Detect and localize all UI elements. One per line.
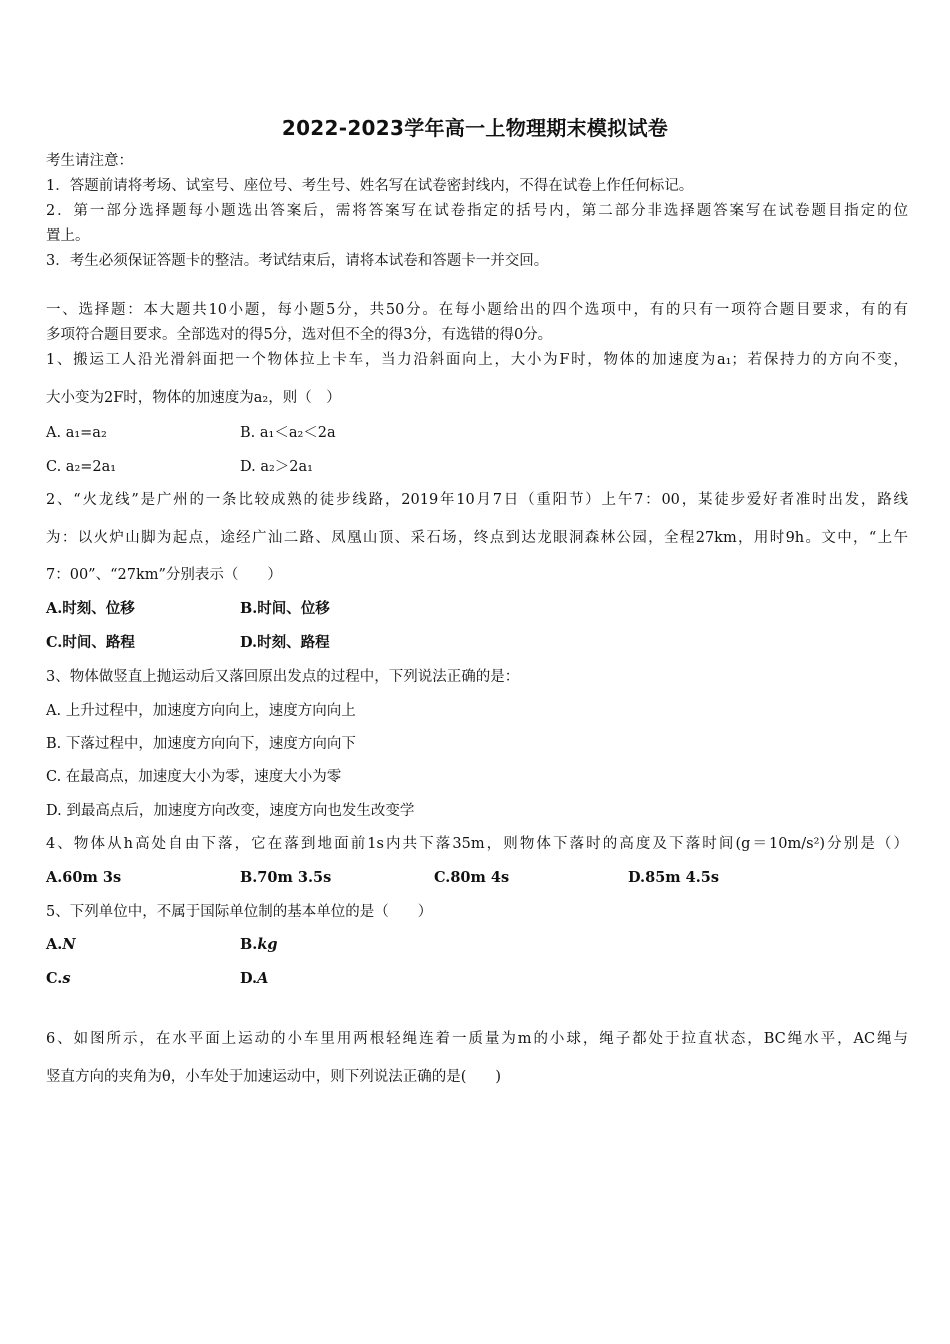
q3-option-b: B. 下落过程中，加速度方向向下，速度方向向下	[46, 736, 356, 752]
section-heading-line-2: 多项符合题目要求。全部选对的得5分，选对但不全的得3分，有选错的得0分。	[46, 327, 553, 343]
exam-title: 2022-2023学年高一上物理期末模拟试卷	[281, 116, 669, 140]
q1-stem-line-1: 1、搬运工人沿光滑斜面把一个物体拉上卡车，当力沿斜面向上，大小为F时，物体的加速度为a₁；若保持力的方向不变，	[46, 352, 908, 368]
q6-stem-line-1: 6、如图所示，在水平面上运动的小车里用两根轻绳连着一质量为m的小球，绳子都处于拉直状态，BC绳水平，AC绳与	[46, 1031, 908, 1047]
q4-option-a: A.60m 3s	[46, 869, 122, 886]
q5-option-c: C.s	[46, 970, 71, 987]
q5-option-a: A.N	[46, 936, 76, 953]
q3-option-a: A. 上升过程中，加速度方向向上，速度方向向上	[46, 703, 356, 719]
q1-stem-line-2: 大小变为2F时，物体的加速度为a₂，则（ ）	[46, 390, 341, 406]
q4-option-b: B.70m 3.5s	[240, 869, 332, 886]
q2-stem-line-2: 为：以火炉山脚为起点，途经广汕二路、凤凰山顶、采石场，终点到达龙眼洞森林公园，全程27km，用时9h。文中，“上午	[46, 530, 908, 546]
q1-option-c: C. a₂=2a₁	[46, 459, 117, 475]
notice-item-3: 3．考生必须保证答题卡的整洁。考试结束后，请将本试卷和答题卡一并交回。	[46, 253, 549, 269]
q4-option-d: D.85m 4.5s	[628, 869, 720, 886]
q4-option-c: C.80m 4s	[434, 869, 510, 886]
q2-stem-line-3: 7：00”、“27km”分别表示（ ）	[46, 567, 282, 583]
section-heading-line-1: 一、选择题：本大题共10小题，每小题5分，共50分。在每小题给出的四个选项中，有的只有一项符合题目要求，有的有	[46, 302, 908, 318]
notice-item-2-cont: 置上。	[46, 228, 90, 244]
q2-option-d: D.时刻、路程	[240, 634, 330, 651]
q2-option-c: C.时间、路程	[46, 634, 135, 651]
q1-option-a: A. a₁=a₂	[46, 425, 107, 441]
q5-option-d: D.A	[240, 970, 269, 987]
q1-option-d: D. a₂＞2a₁	[240, 459, 313, 475]
q3-stem: 3、物体做竖直上抛运动后又落回原出发点的过程中，下列说法正确的是：	[46, 669, 520, 685]
q2-option-a: A.时刻、位移	[46, 600, 135, 617]
notice-heading: 考生请注意：	[46, 153, 133, 169]
q3-option-c: C. 在最高点，加速度大小为零，速度大小为零	[46, 769, 342, 785]
q2-stem-line-1: 2、“火龙线”是广州的一条比较成熟的徒步线路，2019年10月7日（重阳节）上午7：00，某徒步爱好者准时出发，路线	[46, 492, 908, 508]
q5-option-b: B.kg	[240, 936, 278, 953]
q5-stem: 5、下列单位中，不属于国际单位制的基本单位的是（ ）	[46, 904, 433, 920]
q1-option-b: B. a₁＜a₂＜2a	[240, 425, 336, 441]
notice-item-1: 1．答题前请将考场、试室号、座位号、考生号、姓名写在试卷密封线内，不得在试卷上作任何标记。	[46, 178, 694, 194]
q2-option-b: B.时间、位移	[240, 600, 330, 617]
q4-stem: 4、物体从h高处自由下落，它在落到地面前1s内共下落35m，则物体下落时的高度及下落时间(g＝10m/s²)分别是（）	[46, 836, 908, 852]
notice-item-2: 2．第一部分选择题每小题选出答案后，需将答案写在试卷指定的括号内，第二部分非选择题答案写在试卷题目指定的位	[46, 203, 908, 219]
q6-stem-line-2: 竖直方向的夹角为θ，小车处于加速运动中，则下列说法正确的是( )	[46, 1069, 502, 1085]
q3-option-d: D. 到最高点后，加速度方向改变，速度方向也发生改变学	[46, 803, 415, 819]
